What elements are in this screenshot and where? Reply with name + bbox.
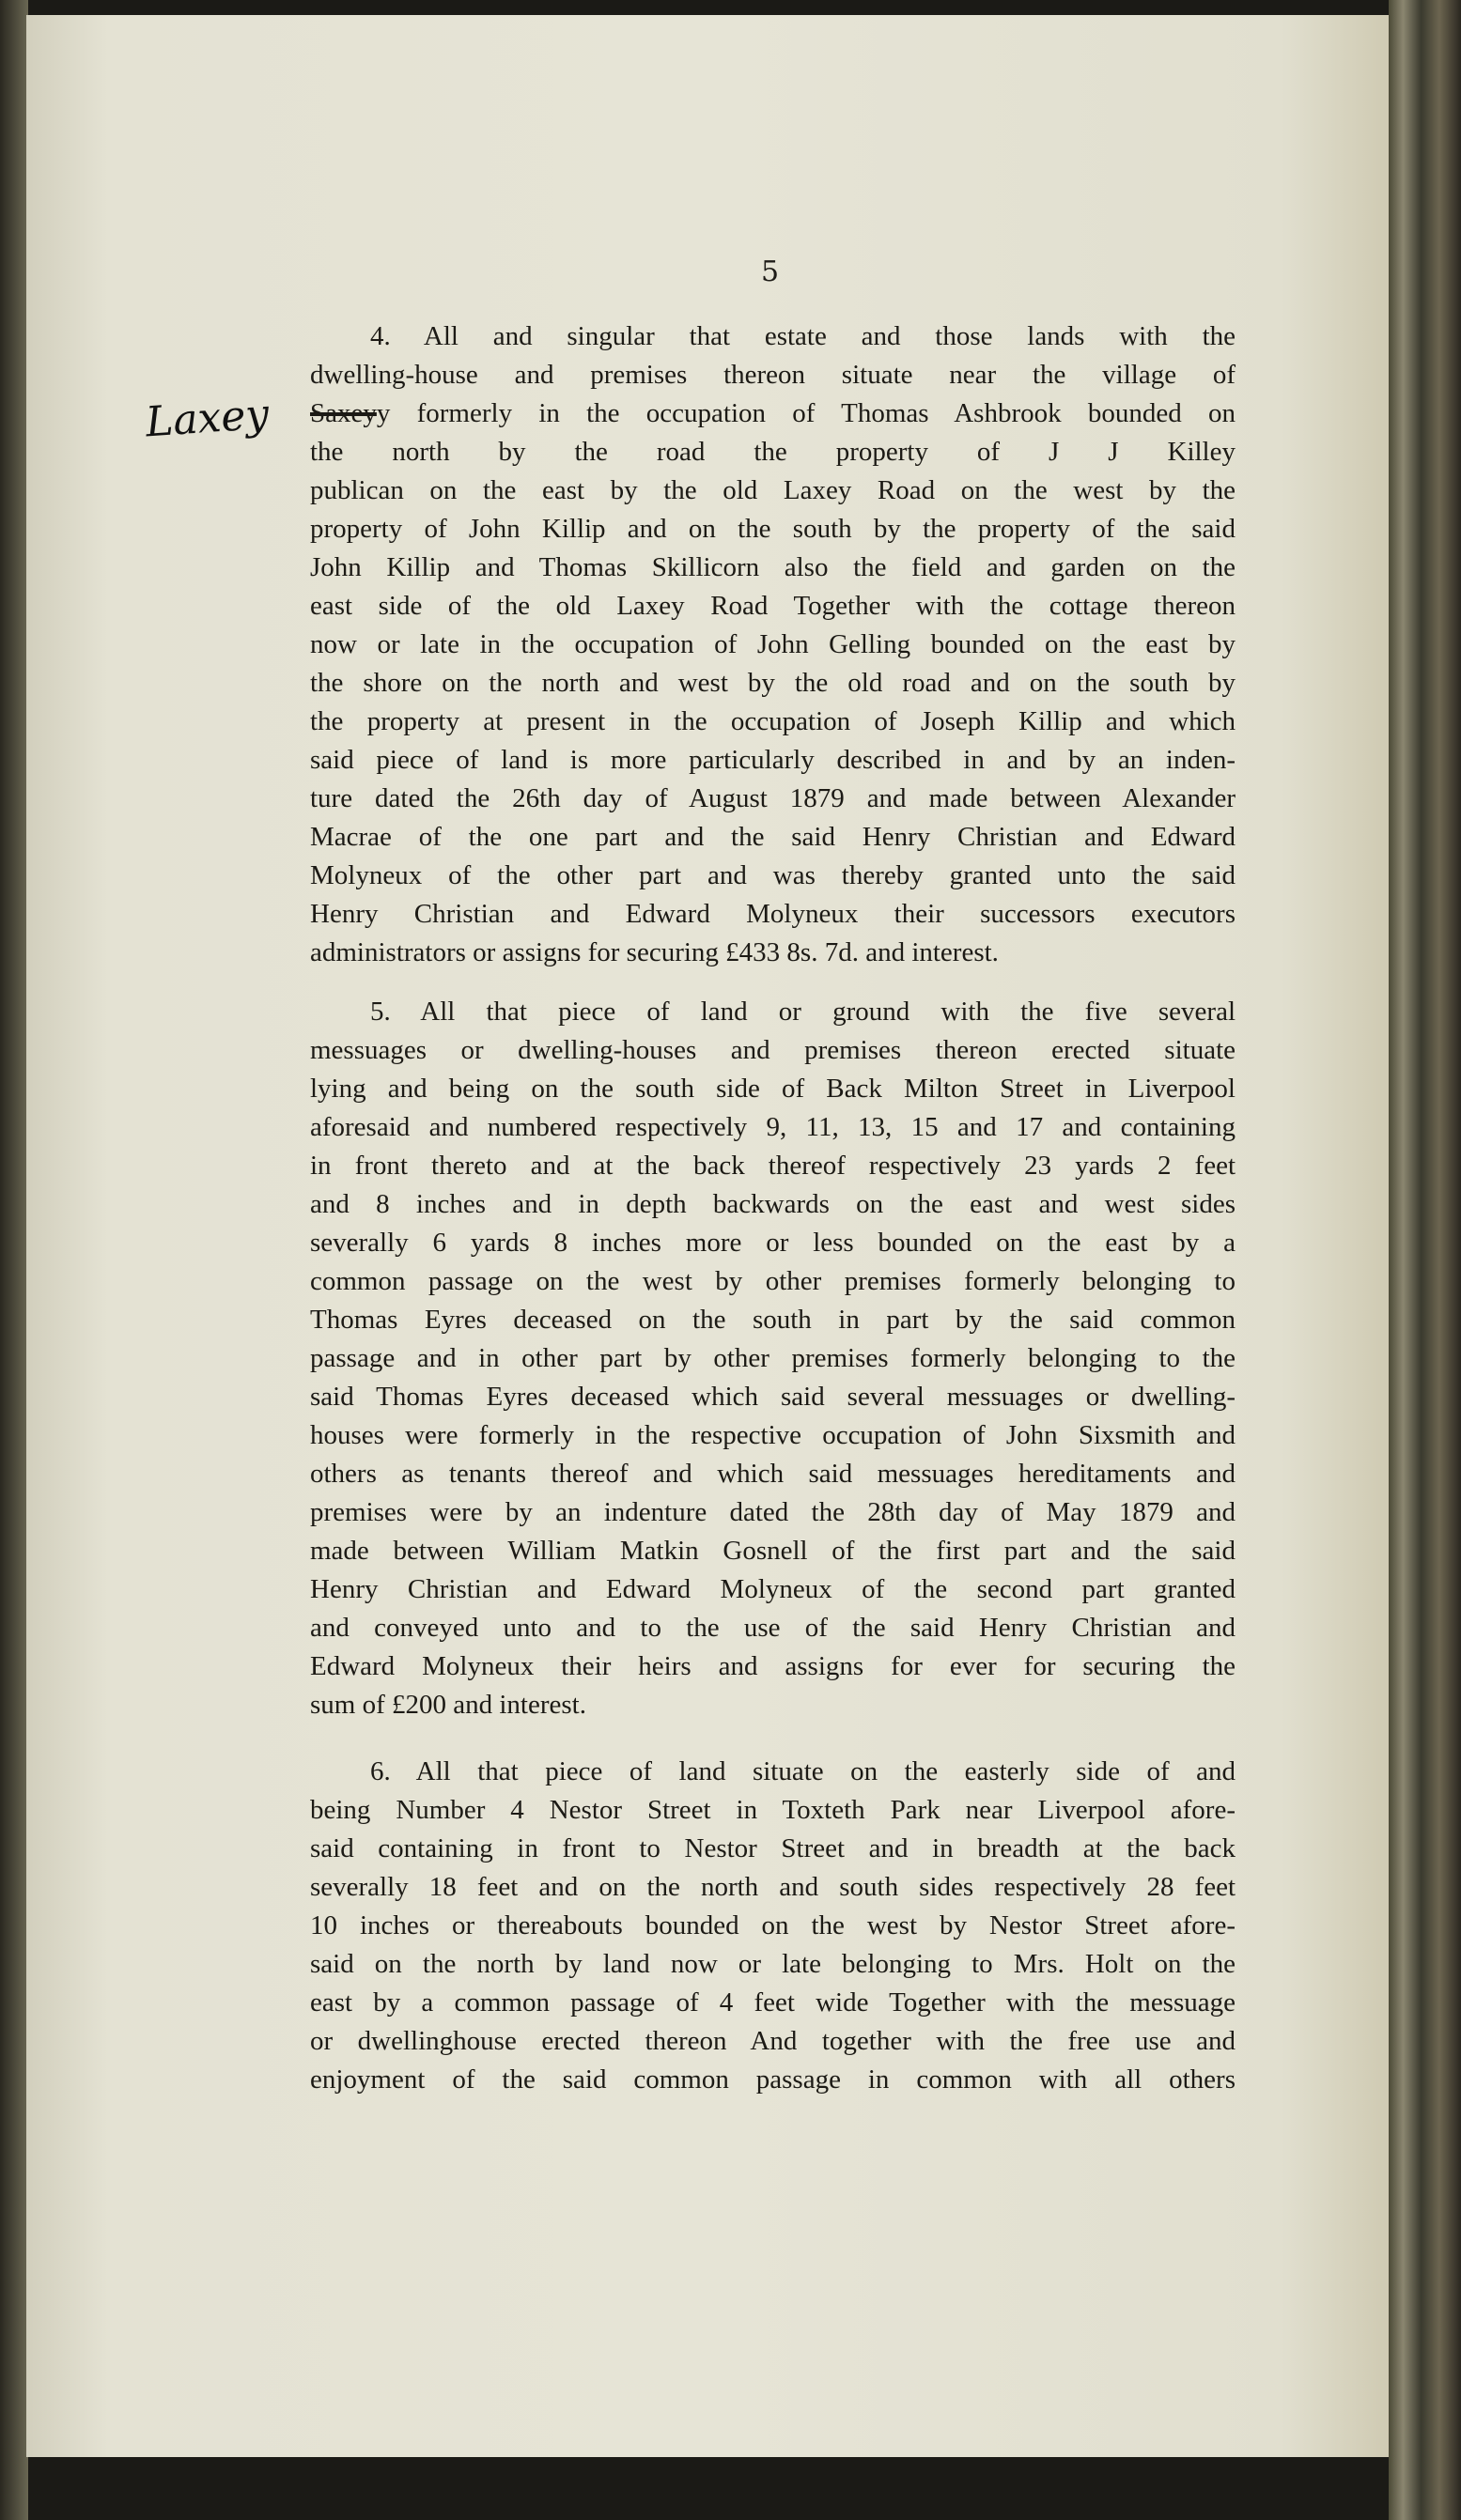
text-line <box>310 433 1236 472</box>
page-number: 5 <box>761 255 780 288</box>
text-line <box>310 895 1236 934</box>
line-text: enjoyment of the said common passage in common with all others <box>310 2064 1236 2095</box>
line-text: being Number 4 Nestor Street in Toxteth Park near Liverpool afore- <box>310 1795 1236 1825</box>
line-text: made between William Matkin Gosnell of the first part and the said <box>310 1536 1236 1566</box>
text-line <box>310 2061 1236 2099</box>
text-line <box>310 1070 1236 1108</box>
line-text: and 8 inches and in depth backwards on the east and west sides <box>310 1189 1236 1219</box>
text-line <box>310 1791 1236 1830</box>
line-text: Henry Christian and Edward Molyneux of the second part granted <box>310 1574 1236 1604</box>
text-line <box>310 993 1236 1031</box>
line-text: others as tenants thereof and which said messuages hereditaments and <box>310 1459 1236 1489</box>
paragraph-5 <box>310 993 1236 1724</box>
text-line <box>310 818 1236 857</box>
text-line <box>310 1185 1236 1224</box>
line-text: said on the north by land now or late belonging to Mrs. Holt on the <box>310 1949 1236 1979</box>
text-line <box>310 587 1236 626</box>
line-text: Thomas Eyres deceased on the south in part by the said common <box>310 1305 1236 1335</box>
text-line <box>310 1647 1236 1686</box>
line-text: sum of £200 and interest. <box>310 1690 586 1720</box>
line-text: the shore on the north and west by the old road and on the south by <box>310 668 1236 698</box>
text-line <box>310 664 1236 703</box>
text-line <box>310 1609 1236 1647</box>
line-text: east side of the old Laxey Road Together with the cottage thereon <box>310 591 1236 621</box>
text-line <box>310 1984 1236 2022</box>
line-text: common passage on the west by other premises formerly belonging to <box>310 1266 1236 1296</box>
line-text: administrators or assigns for securing £433 8s. 7d. and interest. <box>310 937 999 967</box>
text-line <box>310 317 1236 356</box>
text-line <box>310 1830 1236 1868</box>
line-text: 6. All that piece of land situate on the easterly side of and <box>370 1756 1236 1786</box>
line-text: the north by the road the property of J J Killey <box>310 437 1236 467</box>
text-line <box>310 780 1236 818</box>
text-line <box>310 1753 1236 1791</box>
text-line <box>310 1532 1236 1570</box>
line-text: lying and being on the south side of Back Milton Street in Liverpool <box>310 1074 1236 1104</box>
text-line <box>310 703 1236 741</box>
text-line <box>310 1224 1236 1262</box>
line-text: Edward Molyneux their heirs and assigns for ever for securing the <box>310 1651 1236 1681</box>
struck-word: Saxey <box>310 398 377 428</box>
binding-shadow <box>0 0 28 2520</box>
text-line <box>310 1262 1236 1301</box>
text-line <box>310 741 1236 780</box>
line-text: houses were formerly in the respective occupation of John Sixsmith and <box>310 1420 1236 1450</box>
text-line <box>310 1907 1236 1945</box>
text-line <box>310 356 1236 394</box>
book-edge <box>1389 0 1461 2520</box>
handwritten-margin-note: Laxey <box>144 390 271 447</box>
line-text: John Killip and Thomas Skillicorn also the field and garden on the <box>310 552 1236 582</box>
text-line <box>310 626 1236 664</box>
text-line <box>310 510 1236 549</box>
line-text: east by a common passage of 4 feet wide Together with the messuage <box>310 1987 1236 2018</box>
line-text: severally 6 yards 8 inches more or less bounded on the east by a <box>310 1228 1236 1258</box>
text-line <box>310 1147 1236 1185</box>
text-line <box>310 857 1236 895</box>
text-line <box>310 1339 1236 1378</box>
line-text: and conveyed unto and to the use of the said Henry Christian and <box>310 1613 1236 1643</box>
paragraph-6 <box>310 1753 1236 2099</box>
text-line <box>310 934 1236 972</box>
line-text: or dwellinghouse erected thereon And together with the free use and <box>310 2026 1236 2056</box>
text-line <box>310 1686 1236 1724</box>
line-text: 5. All that piece of land or ground with the five several <box>370 997 1236 1027</box>
text-line <box>310 1945 1236 1984</box>
line-text: said piece of land is more particularly described in and by an inden- <box>310 745 1236 775</box>
text-line <box>310 1455 1236 1493</box>
line-text: ture dated the 26th day of August 1879 and made between Alexander <box>310 783 1236 813</box>
line-text: Molyneux of the other part and was thereby granted unto the said <box>310 860 1236 890</box>
line-text: publican on the east by the old Laxey Road on the west by the <box>310 475 1236 505</box>
line-text: premises were by an indenture dated the 28th day of May 1879 and <box>310 1497 1236 1527</box>
line-text: severally 18 feet and on the north and south sides respectively 28 feet <box>310 1872 1236 1902</box>
text-line <box>310 1108 1236 1147</box>
line-text: 4. All and singular that estate and those lands with the <box>370 321 1236 351</box>
text-line <box>310 1031 1236 1070</box>
text-line <box>310 1301 1236 1339</box>
line-text: property of John Killip and on the south by the property of the said <box>310 514 1236 544</box>
line-text: Henry Christian and Edward Molyneux their successors executors <box>310 899 1236 929</box>
text-line <box>310 1570 1236 1609</box>
line-text: dwelling-house and premises thereon situate near the village of <box>310 360 1236 390</box>
text-line <box>310 1378 1236 1416</box>
line-text: passage and in other part by other premises formerly belonging to the <box>310 1343 1236 1373</box>
text-line <box>310 1493 1236 1532</box>
line-text: Macrae of the one part and the said Henry Christian and Edward <box>310 822 1236 852</box>
line-text: now or late in the occupation of John Gelling bounded on the east by <box>310 629 1236 659</box>
line-text: y formerly in the occupation of Thomas Ashbrook bounded on <box>376 398 1236 428</box>
line-text: messuages or dwelling-houses and premises thereon erected situate <box>310 1035 1236 1065</box>
text-line <box>310 394 1236 433</box>
text-line <box>310 1868 1236 1907</box>
text-line <box>310 2022 1236 2061</box>
text-line <box>310 472 1236 510</box>
line-text: in front thereto and at the back thereof respectively 23 yards 2 feet <box>310 1151 1236 1181</box>
text-line <box>310 549 1236 587</box>
line-text: said containing in front to Nestor Street and in breadth at the back <box>310 1833 1236 1863</box>
line-text: said Thomas Eyres deceased which said several messuages or dwelling- <box>310 1382 1236 1412</box>
line-text: aforesaid and numbered respectively 9, 11, 13, 15 and 17 and containing <box>310 1112 1236 1142</box>
line-text: the property at present in the occupation of Joseph Killip and which <box>310 706 1236 736</box>
line-text: 10 inches or thereabouts bounded on the west by Nestor Street afore- <box>310 1910 1236 1940</box>
paragraph-4 <box>310 317 1236 972</box>
text-line <box>310 1416 1236 1455</box>
